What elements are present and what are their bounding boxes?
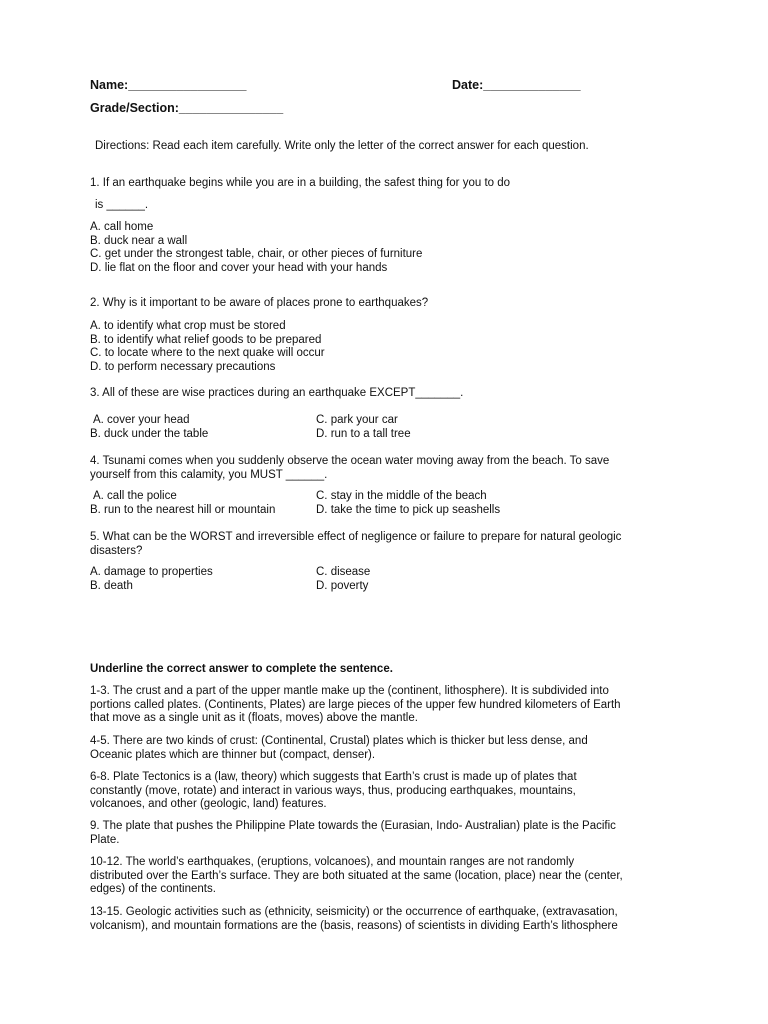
part2-item-6-8-line1: 6-8. Plate Tectonics is a (law, theory) which suggests that Earth’s crust is made up of plates that bbox=[90, 771, 577, 783]
part2-item-1-3-line3: that move as a single unit as it (floats, moves) above the mantle. bbox=[90, 712, 418, 724]
part2-item-6-8-line2: constantly (move, rotate) and interact in various ways, thus, producing earthquakes, mountains, bbox=[90, 784, 576, 797]
part2-item-4-5-line1: 4-5. There are two kinds of crust: (Continental, Crustal) plates which is thicker but less dense, and bbox=[90, 735, 588, 747]
part2-item-6-8-line3: volcanoes, and other (geologic, land) features. bbox=[90, 798, 327, 810]
q1-stem-line2: is ______. bbox=[95, 199, 149, 211]
part2-item-1-3 bbox=[90, 685, 690, 726]
q1-option-a: A. call home bbox=[90, 221, 154, 233]
date-field: Date:______________ bbox=[452, 78, 581, 92]
part2-item-10-12-line3: edges) of the continents. bbox=[90, 883, 216, 895]
q1-option-c: C. get under the strongest table, chair, or other pieces of furniture bbox=[90, 248, 423, 260]
q2-stem: 2. Why is it important to be aware of places prone to earthquakes? bbox=[90, 297, 429, 309]
q3-option-d: D. run to a tall tree bbox=[316, 428, 411, 440]
part2-item-9 bbox=[90, 820, 690, 847]
q2-option-a: A. to identify what crop must be stored bbox=[90, 320, 286, 332]
q3-option-c: C. park your car bbox=[316, 414, 398, 426]
q2-option-d: D. to perform necessary precautions bbox=[90, 360, 276, 373]
grade-section-field: Grade/Section:_______________ bbox=[90, 101, 284, 115]
part2-item-13-15-line1: 13-15. Geologic activities such as (ethnicity, seismicity) or the occurrence of earthquake, (extravasation, bbox=[90, 906, 618, 918]
q4-stem-line1: 4. Tsunami comes when you suddenly observe the ocean water moving away from the beach. To save bbox=[90, 455, 610, 467]
q1-stem-line1: 1. If an earthquake begins while you are in a building, the safest thing for you to do bbox=[90, 177, 511, 189]
name-field: Name:_________________ bbox=[90, 78, 247, 92]
q2-option-c: C. to locate where to the next quake will occur bbox=[90, 347, 325, 359]
q5-option-d: D. poverty bbox=[316, 580, 369, 592]
q1-options bbox=[90, 221, 422, 275]
part2-heading: Underline the correct answer to complete the sentence. bbox=[90, 663, 393, 675]
part2-item-1-3-line1: 1-3. The crust and a part of the upper mantle make up the (continent, lithosphere). It is subdivided into bbox=[90, 685, 609, 697]
q5-stem-line2: disasters? bbox=[90, 545, 143, 557]
part2-item-6-8 bbox=[90, 771, 690, 812]
part2-item-10-12-line2: distributed over the Earth’s surface. They are both situated at the same (location, place) near the (center, bbox=[90, 869, 623, 882]
q5-stem-line1: 5. What can be the WORST and irreversible effect of negligence or failure to prepare for natural geologic bbox=[90, 531, 622, 543]
q4-stem-line2: yourself from this calamity, you MUST ______. bbox=[90, 469, 328, 481]
part2-item-1-3-line2: portions called plates. (Continents, Plates) are large pieces of the upper few hundred kilometers of Earth bbox=[90, 698, 621, 711]
q3-option-b: B. duck under the table bbox=[90, 428, 209, 440]
q5-option-c: C. disease bbox=[316, 566, 371, 578]
part2-item-10-12 bbox=[90, 856, 690, 897]
part2-item-10-12-line1: 10-12. The world’s earthquakes, (eruptions, volcanoes), and mountain ranges are not randomly bbox=[90, 856, 575, 868]
part2-item-9-line1: 9. The plate that pushes the Philippine Plate towards the (Eurasian, Indo- Australian) plate is the Pacific bbox=[90, 820, 616, 832]
q2-options bbox=[90, 320, 325, 374]
q3-option-a: A. cover your head bbox=[93, 414, 190, 426]
q4-option-b: B. run to the nearest hill or mountain bbox=[90, 504, 276, 516]
q4-option-a: A. call the police bbox=[93, 490, 177, 502]
part2-item-13-15 bbox=[90, 906, 690, 933]
q1-option-b: B. duck near a wall bbox=[90, 234, 188, 247]
directions: Directions: Read each item carefully. Write only the letter of the correct answer for each question. bbox=[95, 140, 589, 152]
q3-stem: 3. All of these are wise practices during an earthquake EXCEPT_______. bbox=[90, 387, 464, 399]
part2-item-13-15-line2: volcanism), and mountain formations are the (basis, reasons) of scientists in dividing Earth’s lithosphere bbox=[90, 919, 618, 932]
part2-item-4-5-line2: Oceanic plates which are thinner but (compact, denser). bbox=[90, 748, 376, 761]
q4-option-c: C. stay in the middle of the beach bbox=[316, 490, 487, 502]
q1-option-d: D. lie flat on the floor and cover your head with your hands bbox=[90, 261, 388, 274]
q5-option-b: B. death bbox=[90, 580, 133, 592]
part2-item-4-5 bbox=[90, 735, 690, 762]
q4-option-d: D. take the time to pick up seashells bbox=[316, 504, 501, 516]
part2-item-9-line2: Plate. bbox=[90, 833, 120, 846]
q5-option-a: A. damage to properties bbox=[90, 566, 213, 578]
q2-option-b: B. to identify what relief goods to be prepared bbox=[90, 333, 322, 346]
